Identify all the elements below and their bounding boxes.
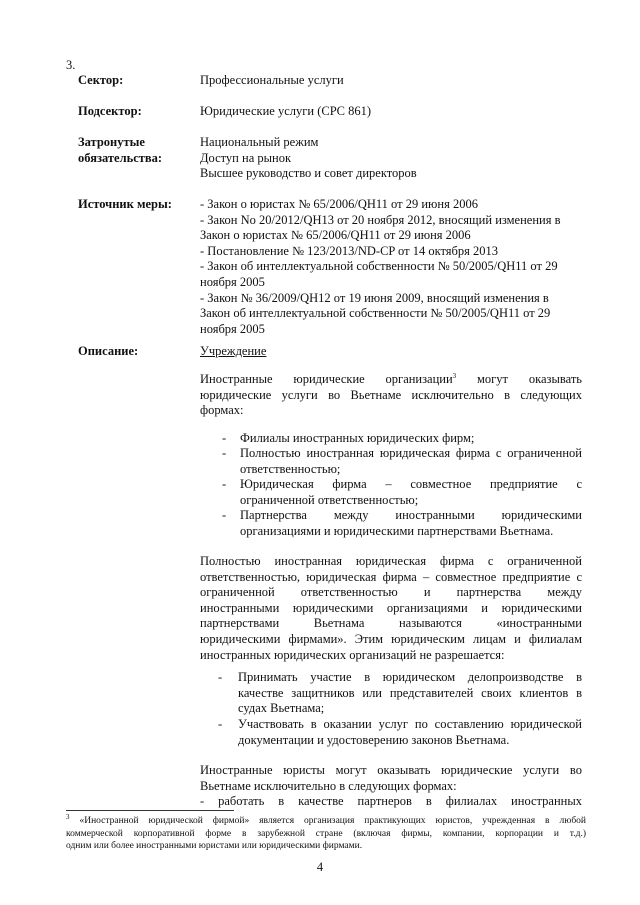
footnote-marker: 3 (66, 812, 70, 821)
footnote-reference: 3 (452, 371, 457, 380)
description-heading: Учреждение (200, 344, 267, 358)
description-label: Описание: (78, 344, 139, 358)
item-number: 3. (66, 58, 76, 72)
paragraph-foreign-law-firms: Полностью иностранная юридическая фирма с ограниченной ответственностью, юридическая фирма – совместное предприятие с ограниченной ответственностью и партнерства между иностранными юридическими организациями и юридическими партнерствами Вьетнама называются «иностранными юридическими фирмами». Этим юридическим лицам и филиалам иностранных юридических организаций не разрешается: (200, 554, 582, 662)
source-lines: - Закон о юристах № 65/2006/QH11 от 29 июня 2006 - Закон No 20/2012/QH13 от 20 ноября 2012, вносящий изменения в Закон о юристах № 65/2006/QH11 от 29 июня 2006 - Постановление № 123/2013/ND-CP от 14 октября 2013 - Закон об интеллектуальной собственности № 50/2005/QH11 от 29 ноября 2005 - Закон № 36/2009/QH12 от 19 июня 2009, вносящий изменения в Закон об интеллектуальной собственности № 50/2005/QH11 от 29 ноября 2005 (200, 197, 561, 336)
sector-label: Сектор: (78, 73, 124, 87)
paragraph-forms: Иностранные юридические организации$^3$ могут оказывать юридические услуги во Вьетнаме исключительно в следующих формах: (200, 371, 582, 418)
obligation-senior-management: Высшее руководство и совет директоров (200, 166, 417, 181)
footnote: $^3$ «Иностранной юридической фирмой» является организация практикующих юристов, учрежденная в любой коммерческой корпоративной форме в зарубежной стране (включая фирмы, компании, корпорации и т.д.) одним или более иностранными юристами или юридическими фирмами. (66, 812, 586, 851)
obligation-national-treatment: Национальный режим (200, 135, 319, 149)
obligations-label: Затронутые обязательства: (78, 135, 163, 165)
obligations-values (200, 135, 598, 182)
subsector-value: Юридические услуги (CPC 861) (200, 104, 372, 118)
page-number: 4 (316, 860, 324, 874)
subsector-label: Подсектор: (78, 104, 142, 118)
source-label: Источник меры: (78, 197, 172, 211)
document-page: 3. Сектор: Профессиональные услуги Подсектор: Юридические услуги (CPC 861) Затронутые обязательства: Национальный режим Доступ на рынок Высшее руководство и совет директоров Источник меры: - Закон о юристах № 65/2006/QH11 от 29 июня 2006 - Закон No 20/2012/QH13 от 20 ноября 2012, вносящий изменения в Закон о юристах № 65/2006/QH11 от 29 июня 2006 - Постановление № 123/2013/ND-CP от 14 октября 2013 - Закон об интеллектуальной собственности № 50/2005/QH11 от 29 ноября 2005 - Закон № 36/2009/QH12 от 19 июня 2009, вносящий изменения в Закон об интеллектуальной собственности № 50/2005/QH11 от 29 ноября 2005 Описание: Учреждение Иностранные юридические организации$^3$ могут оказывать юридические услуги во Вьетнаме исключительно в следующих формах: - Филиалы иностранных юридических фирм; - Полностью иностранная юридическая фирма с ограниченной ответственностью; - Юридическая фирма – совместное предприятие с ограниченной ответственностью; - Партнерства между иностранными юридическими организациями и юридическими партнерствами Вьетнама. Полностью иностранная юридическая фирма с ограниченной ответственностью, юридическая фирма – совместное предприятие с ограниченной ответственностью и партнерства между иностранными юридическими организациями и юридическими партнерствами Вьетнама называются «иностранными юридическими фирмами». Этим юридическим лицам и филиалам иностранных юридических организаций не разрешается: - Принимать участие в юридическом делопроизводстве в качестве защитников или представителей своих клиентов в судах Вьетнама; - Участвовать в оказании услуг по составлению юридической документации и удостоверению законов Вьетнама. Иностранные юристы могут оказывать юридические услуги во Вьетнаме исключительно в следующих формах: - работать в качестве партнеров в филиалах иностранных $^3$ «Иностранной юридической фирмой» является организация практикующих юристов, учрежденная в любой коммерческой корпоративной форме в зарубежной стране (включая фирмы, компании, корпорации и т.д.) одним или более иностранными юристами или юридическими фирмами. 4 (0, 0, 640, 905)
sector-value: Профессиональные услуги (200, 73, 344, 87)
paragraph-foreign-lawyers: Иностранные юристы могут оказывать юридические услуги во Вьетнаме исключительно в следующих формах: - работать в качестве партнеров в филиалах иностранных (200, 763, 582, 809)
obligation-market-access: Доступ на рынок (200, 150, 292, 165)
footnote-separator (66, 810, 234, 811)
